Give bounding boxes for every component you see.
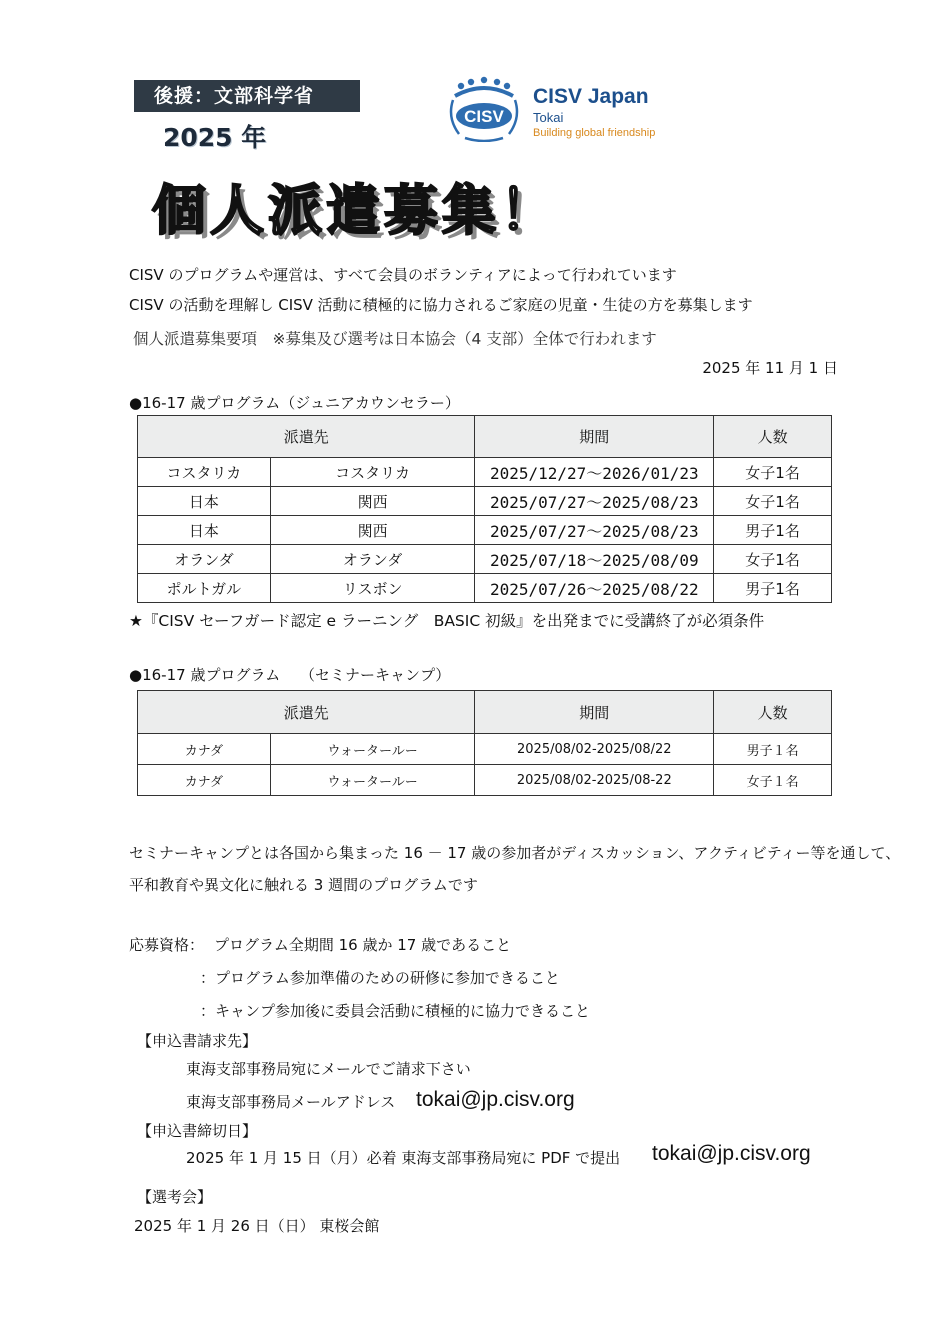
header-count: 人数	[714, 416, 832, 458]
table-row	[138, 458, 832, 487]
table-row	[138, 516, 832, 545]
deadline-title: 【申込書締切日】	[137, 1122, 258, 1140]
deadline-line: 2025 年 1 月 15 日（月）必着 東海支部事務局宛に PDF で提出	[186, 1149, 621, 1167]
period-cell: 2025/07/27～2025/08/23	[475, 487, 714, 516]
count-cell: 男子１名	[714, 734, 832, 765]
eligibility-item-2: ：プログラム参加準備のための研修に参加できること	[200, 969, 560, 987]
country-cell: 日本	[138, 516, 271, 545]
city-cell: 関西	[270, 516, 475, 545]
logo-text: CISV	[464, 107, 504, 126]
table-row	[138, 545, 832, 574]
table-row	[138, 734, 832, 765]
city-cell: リスボン	[270, 574, 475, 603]
city-cell: ウォータールー	[270, 734, 475, 765]
year-label: 2025 年	[163, 123, 267, 152]
table-header-row	[138, 416, 832, 458]
request-line-2: 東海支部事務局メールアドレス	[186, 1093, 396, 1111]
header-period: 期間	[475, 691, 714, 734]
count-cell: 女子1名	[714, 487, 832, 516]
eligibility-item-3: ：キャンプ参加後に委員会活動に積極的に協力できること	[200, 1002, 591, 1020]
eligibility-item-1: プログラム全期間 16 歳か 17 歳であること	[214, 936, 512, 954]
city-cell: ウォータールー	[270, 765, 475, 796]
period-cell: 2025/08/02-2025/08/22	[475, 734, 714, 765]
logo-subtitle: Tokai	[533, 110, 564, 125]
selection-title: 【選考会】	[137, 1188, 213, 1206]
support-badge: 後援：文部科学省	[134, 80, 360, 112]
page-title: 個人派遣募集！	[152, 179, 558, 242]
logo-tagline: Building global friendship	[533, 127, 656, 139]
period-cell: 2025/12/27～2026/01/23	[475, 458, 714, 487]
table-row	[138, 487, 832, 516]
safeguard-note: ★『CISV セーフガード認定 e ラーニング BASIC 初級』を出発までに受講終了が必須条件	[129, 612, 765, 630]
intro-line-3: 個人派遣募集要項 ※募集及び選考は日本協会（4 支部）全体で行われます	[133, 330, 657, 348]
country-cell: カナダ	[138, 734, 271, 765]
city-cell: コスタリカ	[270, 458, 475, 487]
logo-people-icon	[455, 77, 513, 96]
header-period: 期間	[475, 416, 714, 458]
description-line-1: セミナーキャンプとは各国から集まった 16 － 17 歳の参加者がディスカッション、アクティビティー等を通して、	[129, 844, 901, 862]
country-cell: ポルトガル	[138, 574, 271, 603]
country-cell: コスタリカ	[138, 458, 271, 487]
intro-line-2: CISV の活動を理解し CISV 活動に積極的に協力されるご家庭の児童・生徒の方を募集します	[129, 296, 753, 314]
deadline-email[interactable]: tokai@jp.cisv.org	[652, 1142, 811, 1165]
description-line-2: 平和教育や異文化に触れる 3 週間のプログラムです	[129, 876, 478, 894]
city-cell: オランダ	[270, 545, 475, 574]
table-header-row	[138, 691, 832, 734]
intro-line-1: CISV のプログラムや運営は、すべて会員のボランティアによって行われています	[129, 266, 677, 284]
count-cell: 女子1名	[714, 458, 832, 487]
eligibility-label: 応募資格：	[129, 936, 205, 954]
count-cell: 女子1名	[714, 545, 832, 574]
issue-date: 2025 年 11 月 1 日	[702, 359, 838, 377]
section2-title: ●16-17 歳プログラム （セミナーキャンプ）	[129, 666, 451, 684]
count-cell: 男子1名	[714, 516, 832, 545]
table-row	[138, 765, 832, 796]
period-cell: 2025/08/02-2025/08-22	[475, 765, 714, 796]
count-cell: 女子１名	[714, 765, 832, 796]
period-cell: 2025/07/27～2025/08/23	[475, 516, 714, 545]
country-cell: オランダ	[138, 545, 271, 574]
logo-name: CISV Japan	[533, 85, 649, 108]
count-cell: 男子1名	[714, 574, 832, 603]
junior-counselor-table	[137, 415, 832, 603]
selection-line: 2025 年 1 月 26 日（日） 東桜会館	[134, 1217, 380, 1235]
request-title: 【申込書請求先】	[137, 1032, 258, 1050]
table-row	[138, 574, 832, 603]
request-line-1: 東海支部事務局宛にメールでご請求下さい	[186, 1060, 471, 1078]
cisv-logo	[443, 76, 525, 142]
period-cell: 2025/07/26～2025/08/22	[475, 574, 714, 603]
period-cell: 2025/07/18～2025/08/09	[475, 545, 714, 574]
seminar-camp-table	[137, 690, 832, 796]
header-count: 人数	[714, 691, 832, 734]
city-cell: 関西	[270, 487, 475, 516]
section1-title: ●16-17 歳プログラム（ジュニアカウンセラー）	[129, 394, 460, 412]
country-cell: 日本	[138, 487, 271, 516]
country-cell: カナダ	[138, 765, 271, 796]
contact-email[interactable]: tokai@jp.cisv.org	[416, 1088, 575, 1111]
header-destination: 派遣先	[138, 416, 475, 458]
header-destination: 派遣先	[138, 691, 475, 734]
